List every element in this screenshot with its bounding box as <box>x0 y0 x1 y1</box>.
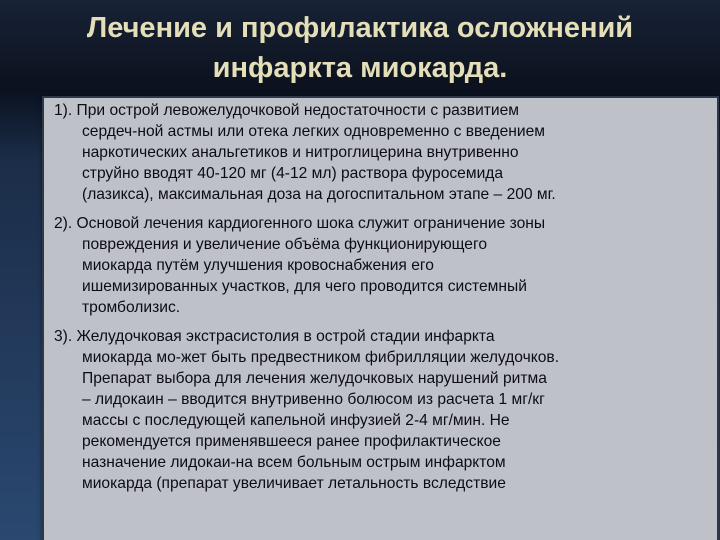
text-line: миокарда мо-жет быть предвестником фибрилляции желудочков. <box>82 349 560 366</box>
title-line: инфаркта миокарда. <box>212 52 508 84</box>
paragraph-1 <box>54 100 704 205</box>
paragraph-3 <box>54 326 704 494</box>
text-line: 2). Основой лечения кардиогенного шока служит ограничение зоны <box>54 215 546 232</box>
slide-title <box>20 8 700 88</box>
title-line: Лечение и профилактика осложнений <box>86 12 634 44</box>
text-line: – лидокаин – вводится внутривенно болюсом из расчета 1 мг/кг <box>82 391 545 408</box>
text-line: рекомендуется применявшееся ранее профилактическое <box>82 433 501 450</box>
text-line: (лазикса), максимальная доза на догоспитальном этапе – 200 мг. <box>82 186 556 203</box>
text-line: ишемизированных участков, для чего проводится системный <box>82 278 527 295</box>
text-line: 3). Желудочковая экстрасистолия в острой стадии инфаркта <box>54 328 495 345</box>
text-line: тромболизис. <box>82 299 181 316</box>
text-line: миокарда путём улучшения кровоснабжения его <box>82 257 434 274</box>
text-line: Препарат выбора для лечения желудочковых нарушений ритма <box>82 370 547 387</box>
text-line: 1). При острой левожелудочковой недостаточности с развитием <box>54 102 520 119</box>
text-line: струйно вводят 40-120 мг (4-12 мл) раствора фуросемида <box>82 165 504 182</box>
text-line: повреждения и увеличение объёма функционирующего <box>82 236 487 253</box>
text-line: назначение лидокаи-на всем больным острым инфарктом <box>82 454 506 471</box>
text-line: миокарда (препарат увеличивает летальность вследствие <box>82 475 506 492</box>
text-line: наркотических анальгетиков и нитроглицерина внутривенно <box>82 144 519 161</box>
paragraph-2 <box>54 213 704 318</box>
slide-body <box>54 100 704 502</box>
text-line: массы с последующей капельной инфузией 2-4 мг/мин. Не <box>82 412 510 429</box>
text-line: сердеч-ной астмы или отека легких одновременно с введением <box>82 123 545 140</box>
